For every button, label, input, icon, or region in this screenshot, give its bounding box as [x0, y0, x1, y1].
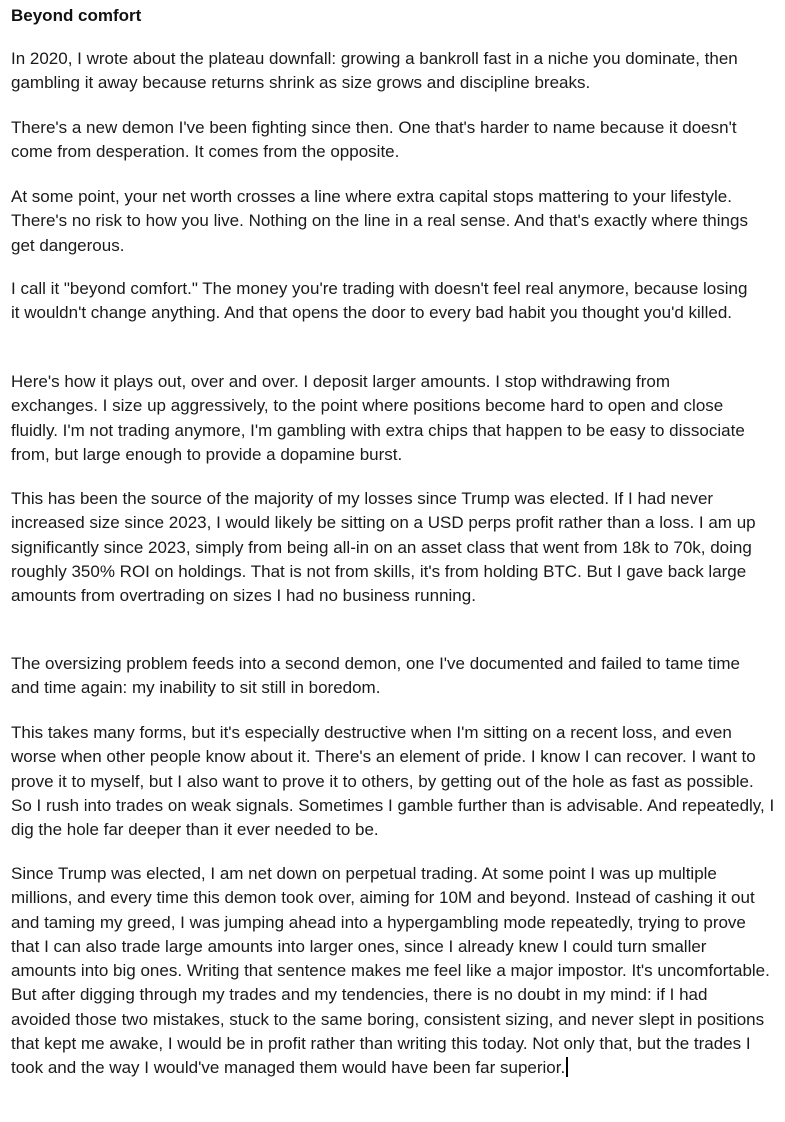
paragraph-5: Here's how it plays out, over and over. I deposit larger amounts. I stop withdrawing from exchanges. I size up aggressively, to the point where positions become hard to open and close fluidly. I'm not trading anymore, I'm gambling with extra chips that happen to be easy to dissociate from, but large enough to provide a dopamine burst.	[11, 372, 745, 464]
paragraph-3: At some point, your net worth crosses a line where extra capital stops mattering to your lifestyle. There's no risk to how you live. Nothing on the line in a real sense. And that's exactly where things get dangerous.	[11, 187, 748, 255]
text-cursor	[566, 1057, 568, 1077]
paragraph-9	[11, 862, 771, 1081]
paragraph-7: The oversizing problem feeds into a second demon, one I've documented and failed to tame time and time again: my inability to sit still in boredom.	[11, 654, 741, 698]
paragraph-6: This has been the source of the majority of my losses since Trump was elected. If I had never increased size since 2023, I would likely be sitting on a USD perps profit rather than a loss. I am up significantly since 2023, simply from being all-in on an asset class that went from 18k to 70k, doing roughly 350% ROI on holdings. That is not from skills, it's from holding BTC. But I gave back large amounts from overtrading on sizes I had no business running.	[11, 489, 756, 606]
paragraph-4: I call it "beyond comfort." The money you're trading with doesn't feel real anymore, because losing it wouldn't change anything. And that opens the door to every bad habit you thought you'd killed.	[11, 279, 748, 323]
paragraph-9-text: Since Trump was elected, I am net down on perpetual trading. At some point I was up multiple millions, and every time this demon took over, aiming for 10M and beyond. Instead of cashing it out and taming my greed, I was jumping ahead into a hypergambling mode repeatedly, trying to prove that I can also trade large amounts into larger ones, since I already knew I could turn smaller amounts into big ones. Writing that sentence makes me feel like a major impostor. It's uncomfortable. But after digging through my trades and my tendencies, there is no doubt in my mind: if I had avoided those two mistakes, stuck to the same boring, consistent sizing, and never slept in positions that kept me awake, I would be in profit rather than writing this today. Not only that, but the trades I took and the way I would've managed them would have been far superior.	[11, 864, 770, 1078]
paragraph-8: This takes many forms, but it's especially destructive when I'm sitting on a recent loss, and even worse when other people know about it. There's an element of pride. I know I can recover. I want to prove it to myself, but I also want to prove it to others, by getting out of the hole as fast as possible. So I rush into trades on weak signals. Sometimes I gamble further than is advisable. And repeatedly, I dig the hole far deeper than it ever needed to be.	[11, 723, 775, 840]
paragraph-2: There's a new demon I've been fighting since then. One that's harder to name because it doesn't come from desperation. It comes from the opposite.	[11, 118, 737, 162]
document-title: Beyond comfort	[11, 6, 142, 25]
document-body[interactable]	[11, 5, 781, 1078]
paragraph-1: In 2020, I wrote about the plateau downfall: growing a bankroll fast in a niche you dominate, then gambling it away because returns shrink as size grows and discipline breaks.	[11, 49, 738, 93]
